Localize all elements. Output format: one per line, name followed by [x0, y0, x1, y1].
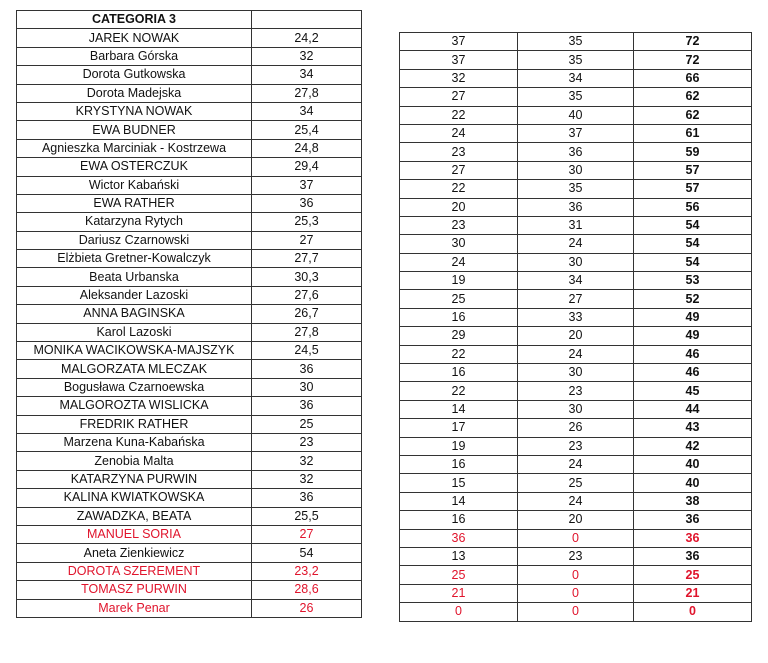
score-first: 22: [400, 106, 518, 124]
score-row: [400, 547, 752, 565]
player-name: Barbara Górska: [17, 47, 252, 65]
score-row: [400, 106, 752, 124]
score-first: 29: [400, 327, 518, 345]
score-row: [400, 33, 752, 51]
score-total: 40: [634, 455, 752, 473]
player-name: Karol Lazoski: [17, 323, 252, 341]
score-total: 42: [634, 437, 752, 455]
score-total: 36: [634, 511, 752, 529]
player-row: [17, 102, 362, 120]
score-first: 32: [400, 69, 518, 87]
player-name: JAREK NOWAK: [17, 29, 252, 47]
score-second: 30: [518, 161, 634, 179]
score-second: 30: [518, 400, 634, 418]
score-second: 25: [518, 474, 634, 492]
score-row: [400, 603, 752, 621]
player-name: KRYSTYNA NOWAK: [17, 102, 252, 120]
score-row: [400, 51, 752, 69]
score-total: 44: [634, 400, 752, 418]
player-name: EWA RATHER: [17, 194, 252, 212]
score-first: 16: [400, 511, 518, 529]
score-total: 36: [634, 529, 752, 547]
score-second: 30: [518, 364, 634, 382]
score-row: [400, 235, 752, 253]
player-handicap: 36: [252, 397, 362, 415]
player-row: [17, 470, 362, 488]
player-row: [17, 213, 362, 231]
score-row: [400, 143, 752, 161]
score-total: 52: [634, 290, 752, 308]
score-first: 16: [400, 455, 518, 473]
player-name: Elżbieta Gretner-Kowalczyk: [17, 250, 252, 268]
score-second: 24: [518, 345, 634, 363]
score-total: 38: [634, 492, 752, 510]
player-name: Bogusława Czarnoewska: [17, 378, 252, 396]
score-row: [400, 566, 752, 584]
player-handicap: 23: [252, 433, 362, 451]
score-first: 20: [400, 198, 518, 216]
score-first: 24: [400, 124, 518, 142]
player-row: [17, 415, 362, 433]
score-first: 25: [400, 566, 518, 584]
category-header-blank: [252, 11, 362, 29]
player-handicap: 25,4: [252, 121, 362, 139]
score-row: [400, 216, 752, 234]
score-first: 23: [400, 216, 518, 234]
score-first: 25: [400, 290, 518, 308]
score-second: 35: [518, 88, 634, 106]
player-row: [17, 489, 362, 507]
score-second: 36: [518, 143, 634, 161]
score-total: 53: [634, 272, 752, 290]
score-second: 36: [518, 198, 634, 216]
player-name: KALINA KWIATKOWSKA: [17, 489, 252, 507]
player-row: [17, 158, 362, 176]
score-row: [400, 382, 752, 400]
player-handicap: 25: [252, 415, 362, 433]
score-second: 20: [518, 511, 634, 529]
score-first: 14: [400, 400, 518, 418]
score-first: 16: [400, 308, 518, 326]
player-row: [17, 525, 362, 543]
score-total: 59: [634, 143, 752, 161]
player-handicap: 27,6: [252, 286, 362, 304]
scores-table: [399, 32, 752, 622]
score-total: 0: [634, 603, 752, 621]
score-first: 21: [400, 584, 518, 602]
player-name: MANUEL SORIA: [17, 525, 252, 543]
player-handicap: 37: [252, 176, 362, 194]
score-total: 46: [634, 345, 752, 363]
score-total: 62: [634, 88, 752, 106]
score-second: 26: [518, 419, 634, 437]
player-row: [17, 599, 362, 617]
score-first: 24: [400, 253, 518, 271]
player-name: MALGOROZTA WISLICKA: [17, 397, 252, 415]
score-second: 0: [518, 603, 634, 621]
score-row: [400, 290, 752, 308]
score-total: 54: [634, 235, 752, 253]
player-name: MALGORZATA MLECZAK: [17, 360, 252, 378]
player-handicap: 24,8: [252, 139, 362, 157]
player-row: [17, 66, 362, 84]
score-row: [400, 492, 752, 510]
score-second: 40: [518, 106, 634, 124]
score-row: [400, 364, 752, 382]
player-handicap: 30,3: [252, 268, 362, 286]
player-handicap: 36: [252, 194, 362, 212]
score-total: 62: [634, 106, 752, 124]
score-second: 35: [518, 51, 634, 69]
score-total: 36: [634, 547, 752, 565]
score-row: [400, 69, 752, 87]
player-name: Aleksander Lazoski: [17, 286, 252, 304]
player-name: Aneta Zienkiewicz: [17, 544, 252, 562]
score-second: 34: [518, 69, 634, 87]
player-row: [17, 507, 362, 525]
player-row: [17, 378, 362, 396]
score-row: [400, 419, 752, 437]
score-row: [400, 400, 752, 418]
player-row: [17, 360, 362, 378]
score-row: [400, 161, 752, 179]
player-row: [17, 194, 362, 212]
player-handicap: 54: [252, 544, 362, 562]
score-second: 24: [518, 492, 634, 510]
score-row: [400, 327, 752, 345]
score-first: 37: [400, 33, 518, 51]
score-total: 54: [634, 216, 752, 234]
score-second: 24: [518, 455, 634, 473]
player-handicap: 29,4: [252, 158, 362, 176]
score-row: [400, 511, 752, 529]
player-handicap: 27,8: [252, 323, 362, 341]
category-header-row: [17, 11, 362, 29]
player-handicap: 36: [252, 489, 362, 507]
player-row: [17, 176, 362, 194]
player-row: [17, 139, 362, 157]
player-name: ZAWADZKA, BEATA: [17, 507, 252, 525]
player-handicap: 24,2: [252, 29, 362, 47]
score-first: 0: [400, 603, 518, 621]
score-first: 22: [400, 345, 518, 363]
score-first: 22: [400, 382, 518, 400]
score-row: [400, 88, 752, 106]
score-second: 0: [518, 529, 634, 547]
score-second: 35: [518, 180, 634, 198]
player-name: Agnieszka Marciniak - Kostrzewa: [17, 139, 252, 157]
player-name: FREDRIK RATHER: [17, 415, 252, 433]
score-first: 14: [400, 492, 518, 510]
player-row: [17, 121, 362, 139]
players-handicap-body: [17, 11, 362, 618]
player-handicap: 24,5: [252, 342, 362, 360]
score-total: 54: [634, 253, 752, 271]
player-handicap: 36: [252, 360, 362, 378]
score-second: 23: [518, 382, 634, 400]
score-total: 72: [634, 51, 752, 69]
score-first: 36: [400, 529, 518, 547]
score-total: 49: [634, 327, 752, 345]
player-name: KATARZYNA PURWIN: [17, 470, 252, 488]
score-row: [400, 253, 752, 271]
player-name: EWA OSTERCZUK: [17, 158, 252, 176]
score-first: 19: [400, 437, 518, 455]
player-handicap: 34: [252, 102, 362, 120]
player-name: Dariusz Czarnowski: [17, 231, 252, 249]
score-total: 49: [634, 308, 752, 326]
score-second: 30: [518, 253, 634, 271]
score-total: 57: [634, 161, 752, 179]
score-second: 24: [518, 235, 634, 253]
score-total: 66: [634, 69, 752, 87]
score-row: [400, 272, 752, 290]
score-second: 34: [518, 272, 634, 290]
player-row: [17, 305, 362, 323]
player-row: [17, 268, 362, 286]
player-handicap: 30: [252, 378, 362, 396]
category-title: CATEGORIA 3: [17, 11, 252, 29]
score-row: [400, 474, 752, 492]
player-row: [17, 342, 362, 360]
player-handicap: 34: [252, 66, 362, 84]
score-first: 30: [400, 235, 518, 253]
player-row: [17, 452, 362, 470]
player-name: TOMASZ PURWIN: [17, 581, 252, 599]
score-total: 46: [634, 364, 752, 382]
player-row: [17, 29, 362, 47]
player-handicap: 32: [252, 470, 362, 488]
player-handicap: 26: [252, 599, 362, 617]
score-second: 33: [518, 308, 634, 326]
player-name: Marzena Kuna-Kabańska: [17, 433, 252, 451]
score-row: [400, 584, 752, 602]
player-handicap: 32: [252, 47, 362, 65]
score-row: [400, 308, 752, 326]
score-total: 40: [634, 474, 752, 492]
player-name: Wictor Kabański: [17, 176, 252, 194]
player-handicap: 27: [252, 525, 362, 543]
score-second: 20: [518, 327, 634, 345]
score-total: 61: [634, 124, 752, 142]
player-name: Marek Penar: [17, 599, 252, 617]
score-total: 43: [634, 419, 752, 437]
player-row: [17, 323, 362, 341]
players-handicap-table: [16, 10, 362, 618]
score-first: 15: [400, 474, 518, 492]
score-first: 22: [400, 180, 518, 198]
score-total: 56: [634, 198, 752, 216]
player-row: [17, 286, 362, 304]
player-handicap: 27: [252, 231, 362, 249]
score-second: 23: [518, 437, 634, 455]
score-second: 0: [518, 566, 634, 584]
player-handicap: 32: [252, 452, 362, 470]
player-name: DOROTA SZEREMENT: [17, 562, 252, 580]
score-first: 19: [400, 272, 518, 290]
score-second: 37: [518, 124, 634, 142]
player-handicap: 23,2: [252, 562, 362, 580]
score-total: 45: [634, 382, 752, 400]
score-second: 35: [518, 33, 634, 51]
score-second: 31: [518, 216, 634, 234]
score-row: [400, 437, 752, 455]
score-total: 21: [634, 584, 752, 602]
player-handicap: 25,5: [252, 507, 362, 525]
score-total: 57: [634, 180, 752, 198]
player-row: [17, 231, 362, 249]
player-handicap: 28,6: [252, 581, 362, 599]
player-row: [17, 47, 362, 65]
player-name: Dorota Gutkowska: [17, 66, 252, 84]
player-name: EWA BUDNER: [17, 121, 252, 139]
score-row: [400, 345, 752, 363]
player-name: Zenobia Malta: [17, 452, 252, 470]
player-name: ANNA BAGINSKA: [17, 305, 252, 323]
scores-body: [400, 33, 752, 622]
score-total: 72: [634, 33, 752, 51]
player-row: [17, 84, 362, 102]
player-handicap: 27,8: [252, 84, 362, 102]
score-first: 23: [400, 143, 518, 161]
score-first: 37: [400, 51, 518, 69]
player-name: Beata Urbanska: [17, 268, 252, 286]
player-row: [17, 581, 362, 599]
player-name: Dorota Madejska: [17, 84, 252, 102]
score-total: 25: [634, 566, 752, 584]
score-row: [400, 180, 752, 198]
player-row: [17, 544, 362, 562]
player-row: [17, 433, 362, 451]
score-row: [400, 455, 752, 473]
score-first: 27: [400, 161, 518, 179]
player-name: MONIKA WACIKOWSKA-MAJSZYK: [17, 342, 252, 360]
score-second: 0: [518, 584, 634, 602]
score-first: 13: [400, 547, 518, 565]
player-handicap: 26,7: [252, 305, 362, 323]
score-second: 27: [518, 290, 634, 308]
score-row: [400, 529, 752, 547]
score-first: 17: [400, 419, 518, 437]
score-first: 16: [400, 364, 518, 382]
player-name: Katarzyna Rytych: [17, 213, 252, 231]
player-handicap: 25,3: [252, 213, 362, 231]
player-handicap: 27,7: [252, 250, 362, 268]
player-row: [17, 397, 362, 415]
score-second: 23: [518, 547, 634, 565]
score-first: 27: [400, 88, 518, 106]
player-row: [17, 562, 362, 580]
player-row: [17, 250, 362, 268]
score-row: [400, 124, 752, 142]
score-row: [400, 198, 752, 216]
